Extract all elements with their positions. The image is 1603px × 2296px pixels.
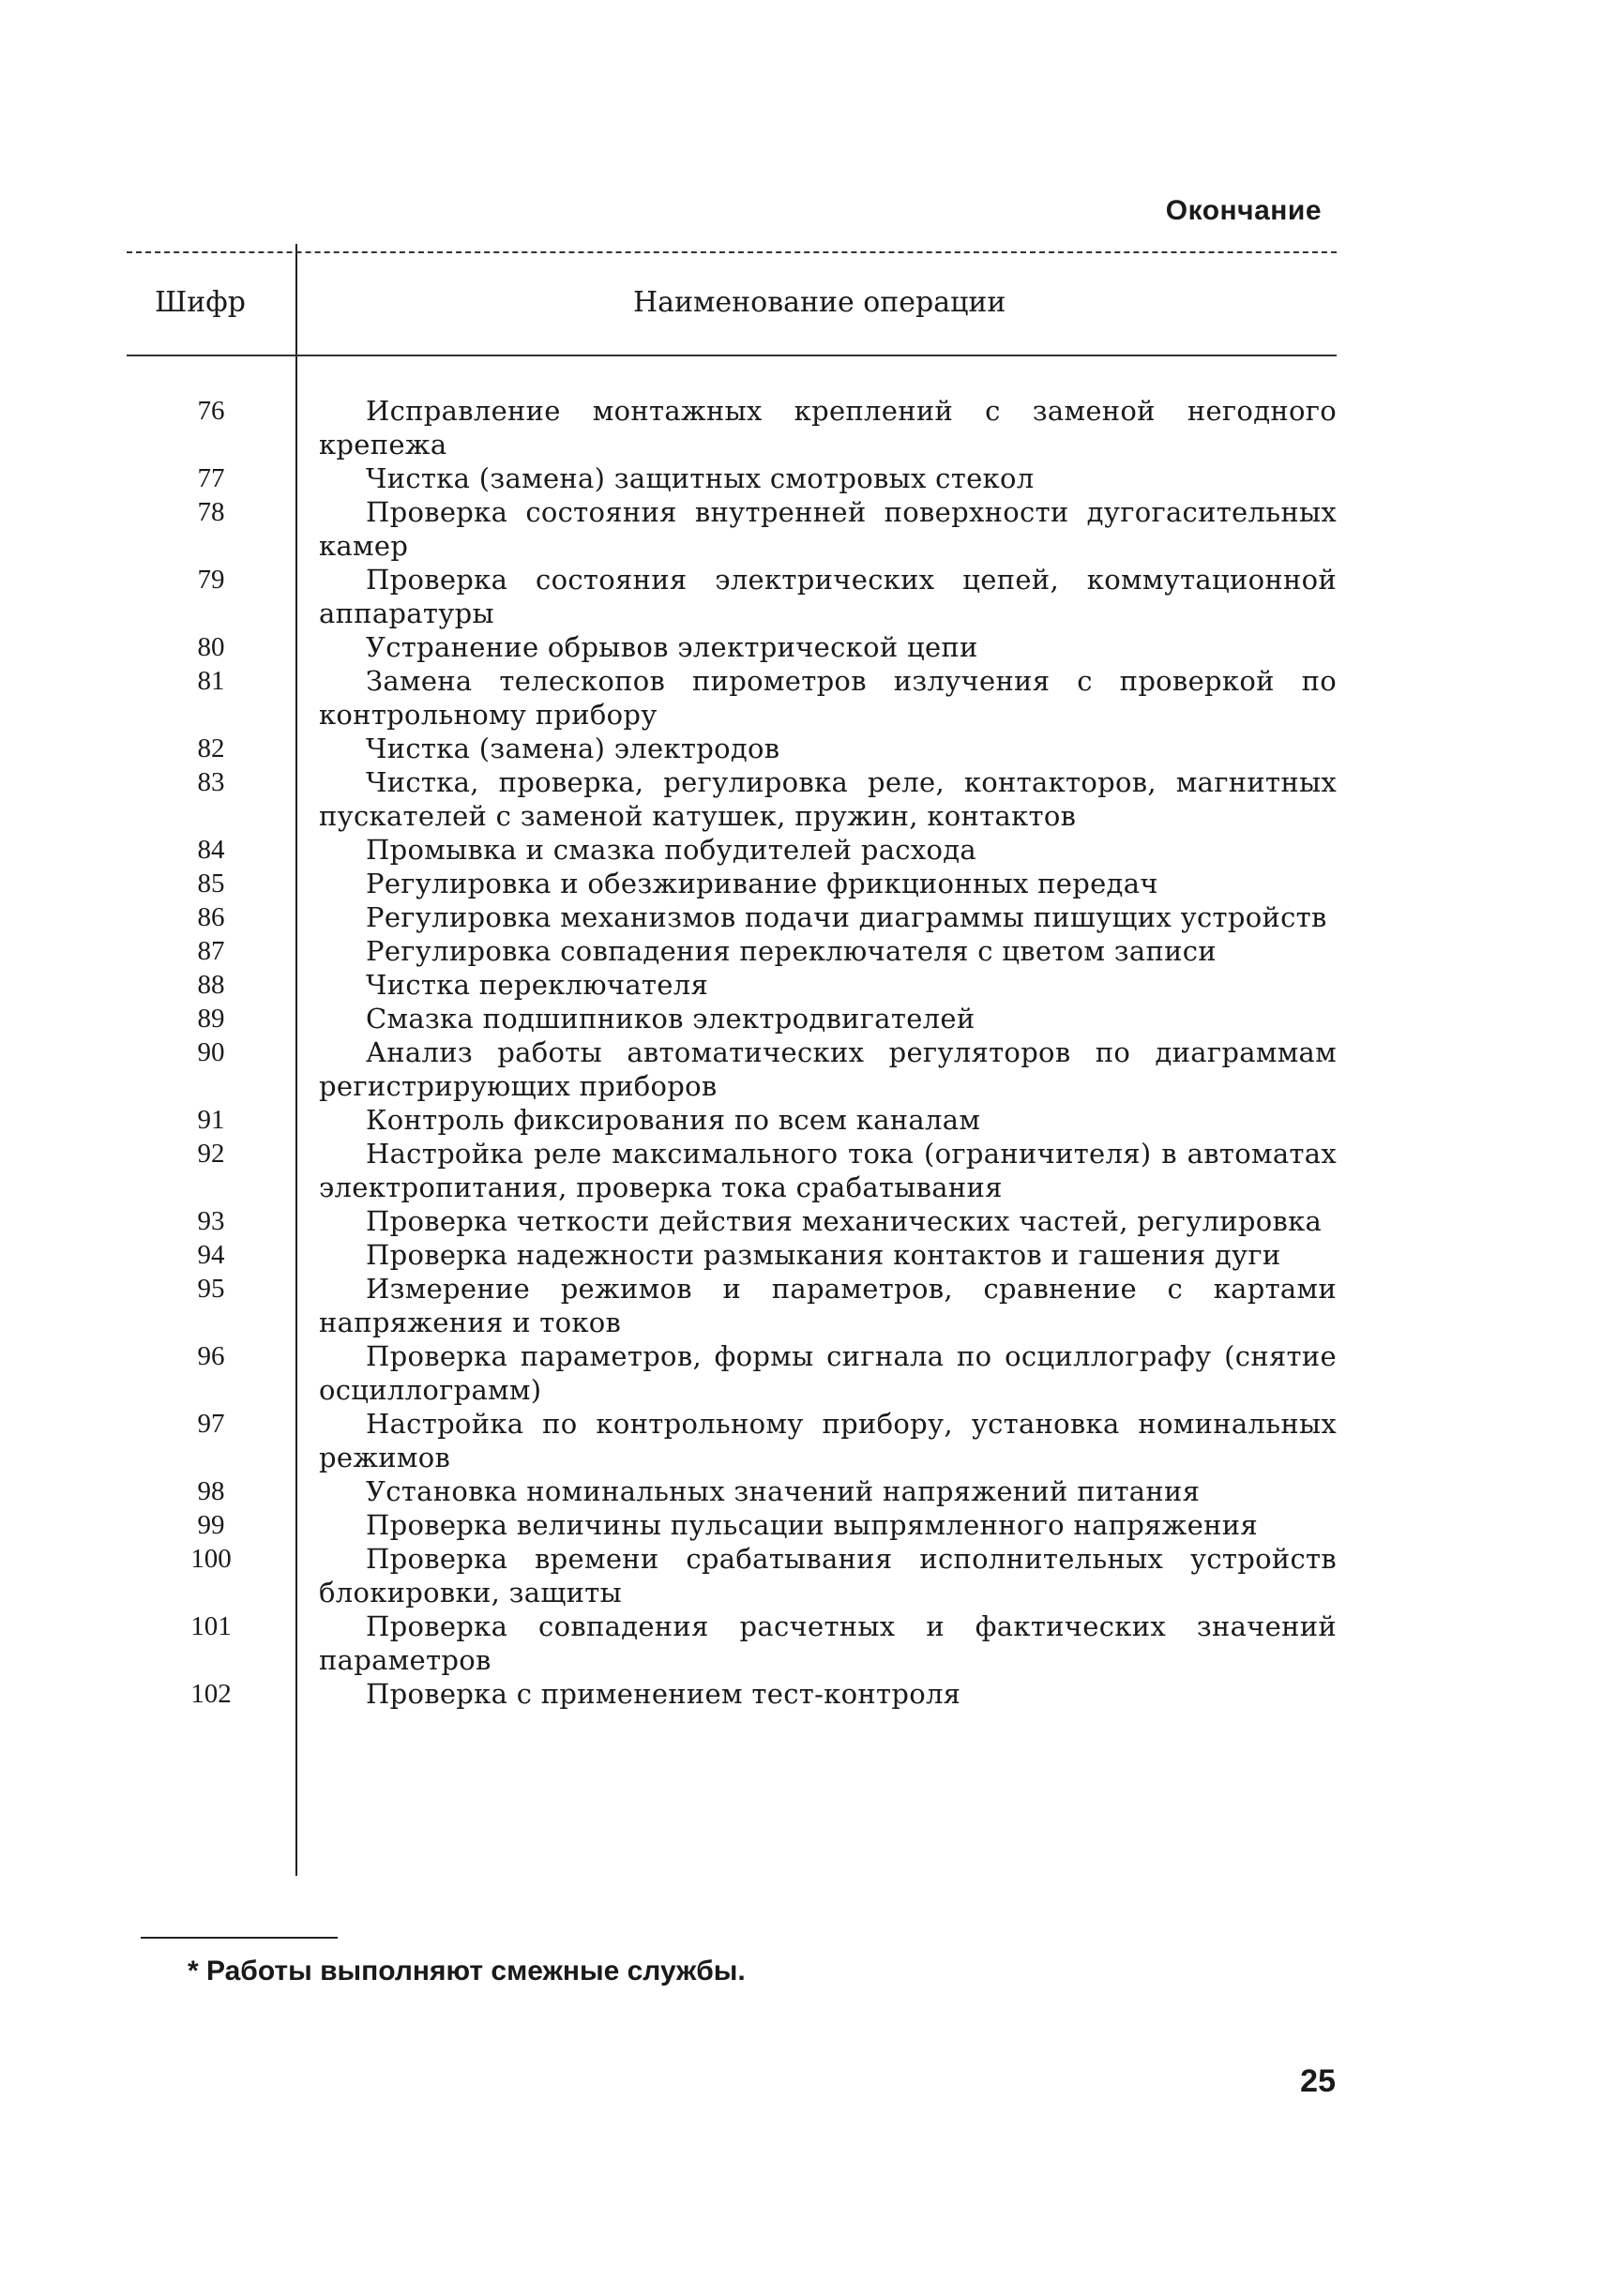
row-code: 81	[197, 666, 225, 696]
table-row	[127, 1609, 1337, 1677]
row-name: Чистка, проверка, регулировка реле, контакторов, магнитных пускателей с заменой катушек, пружин, контактов	[319, 766, 1337, 832]
row-code: 84	[197, 835, 225, 865]
row-name: Проверка величины пульсации выпрямленного напряжения	[366, 1509, 1258, 1541]
row-name: Смазка подшипников электродвигателей	[366, 1003, 975, 1035]
row-name: Проверка времени срабатывания исполнительных устройств блокировки, защиты	[319, 1543, 1337, 1609]
row-code: 94	[197, 1240, 225, 1270]
row-name: Настройка по контрольному прибору, установка номинальных режимов	[319, 1408, 1337, 1473]
table-row	[127, 563, 1337, 630]
row-name: Контроль фиксирования по всем каналам	[366, 1104, 981, 1136]
row-code: 76	[197, 396, 225, 426]
table-row	[127, 394, 1337, 461]
table-row	[127, 1407, 1337, 1474]
page-number: 25	[1300, 2063, 1336, 2099]
row-name: Проверка состояния внутренней поверхности дугогасительных камер	[319, 496, 1337, 562]
table-row	[127, 1677, 1337, 1711]
row-name: Проверка с применением тест-контроля	[366, 1678, 961, 1710]
row-code: 85	[197, 869, 225, 899]
table-rows	[127, 394, 1337, 1711]
row-code: 97	[197, 1409, 225, 1439]
table-row	[127, 1474, 1337, 1508]
row-code: 91	[197, 1105, 225, 1135]
row-name: Регулировка и обезжиривание фрикционных передач	[366, 868, 1158, 899]
row-code: 100	[190, 1544, 232, 1574]
table-row	[127, 867, 1337, 900]
row-code: 78	[197, 497, 225, 527]
row-code: 83	[197, 767, 225, 797]
table-row	[127, 934, 1337, 968]
table-row	[127, 1272, 1337, 1339]
footnote-rule	[141, 1937, 338, 1939]
row-name: Промывка и смазка побудителей расхода	[366, 834, 976, 866]
row-code: 88	[197, 970, 225, 1000]
table-row	[127, 968, 1337, 1002]
table-row	[127, 630, 1337, 664]
row-name: Установка номинальных значений напряжений питания	[366, 1475, 1201, 1507]
row-code: 82	[197, 733, 225, 763]
header-rule	[127, 355, 1337, 356]
row-code: 79	[197, 565, 225, 595]
row-name: Проверка состояния электрических цепей, коммутационной аппаратуры	[319, 564, 1337, 629]
table-row	[127, 461, 1337, 495]
table-top-rule	[127, 251, 1337, 253]
table-row	[127, 1542, 1337, 1609]
row-code: 102	[190, 1679, 232, 1709]
row-code: 77	[197, 463, 225, 493]
row-code: 95	[197, 1274, 225, 1304]
row-code: 98	[197, 1476, 225, 1506]
row-name: Проверка четкости действия механических частей, регулировка	[366, 1205, 1323, 1237]
row-name: Регулировка механизмов подачи диаграммы пишущих устройств	[366, 901, 1327, 933]
row-code: 101	[190, 1611, 232, 1641]
header-code: Шифр	[155, 286, 246, 319]
row-name: Регулировка совпадения переключателя с цветом записи	[366, 935, 1217, 967]
row-name: Исправление монтажных креплений с заменой негодного крепежа	[319, 395, 1337, 461]
table-row	[127, 1002, 1337, 1035]
row-name: Устранение обрывов электрической цепи	[366, 631, 978, 663]
row-code: 99	[197, 1510, 225, 1540]
table-row	[127, 495, 1337, 563]
row-code: 87	[197, 936, 225, 966]
header-name: Наименование операции	[633, 286, 1006, 319]
row-code: 89	[197, 1004, 225, 1034]
row-code: 92	[197, 1139, 225, 1169]
table-row	[127, 833, 1337, 867]
row-code: 96	[197, 1341, 225, 1371]
row-name: Чистка (замена) защитных смотровых стекол	[366, 462, 1035, 494]
row-code: 90	[197, 1037, 225, 1067]
table-row	[127, 1204, 1337, 1238]
table-row	[127, 1103, 1337, 1137]
row-code: 93	[197, 1206, 225, 1236]
row-name: Чистка переключателя	[366, 969, 709, 1001]
row-code: 86	[197, 902, 225, 932]
row-name: Проверка параметров, формы сигнала по осциллографу (снятие осциллограмм)	[319, 1340, 1337, 1406]
table-row	[127, 1035, 1337, 1103]
row-name: Чистка (замена) электродов	[366, 733, 780, 764]
table-row	[127, 732, 1337, 765]
row-name: Замена телескопов пирометров излучения с проверкой по контрольному прибору	[319, 665, 1337, 731]
table-row	[127, 900, 1337, 934]
row-name: Настройка реле максимального тока (ограничителя) в автоматах электропитания, проверка тока срабатывания	[319, 1138, 1337, 1203]
operations-table	[127, 244, 1337, 1876]
row-code: 80	[197, 632, 225, 662]
table-row	[127, 1508, 1337, 1542]
table-row	[127, 1238, 1337, 1272]
table-row	[127, 1339, 1337, 1407]
row-name: Проверка надежности размыкания контактов и гашения дуги	[366, 1239, 1281, 1271]
row-name: Проверка совпадения расчетных и фактических значений параметров	[319, 1610, 1337, 1676]
row-name: Анализ работы автоматических регуляторов по диаграммам регистрирующих приборов	[319, 1036, 1337, 1102]
row-name: Измерение режимов и параметров, сравнение с картами напряжения и токов	[319, 1273, 1337, 1338]
continuation-label: Окончание	[1165, 195, 1322, 226]
table-row	[127, 664, 1337, 732]
footnote: * Работы выполняют смежные службы.	[188, 1956, 746, 1986]
table-row	[127, 1137, 1337, 1204]
table-row	[127, 765, 1337, 833]
